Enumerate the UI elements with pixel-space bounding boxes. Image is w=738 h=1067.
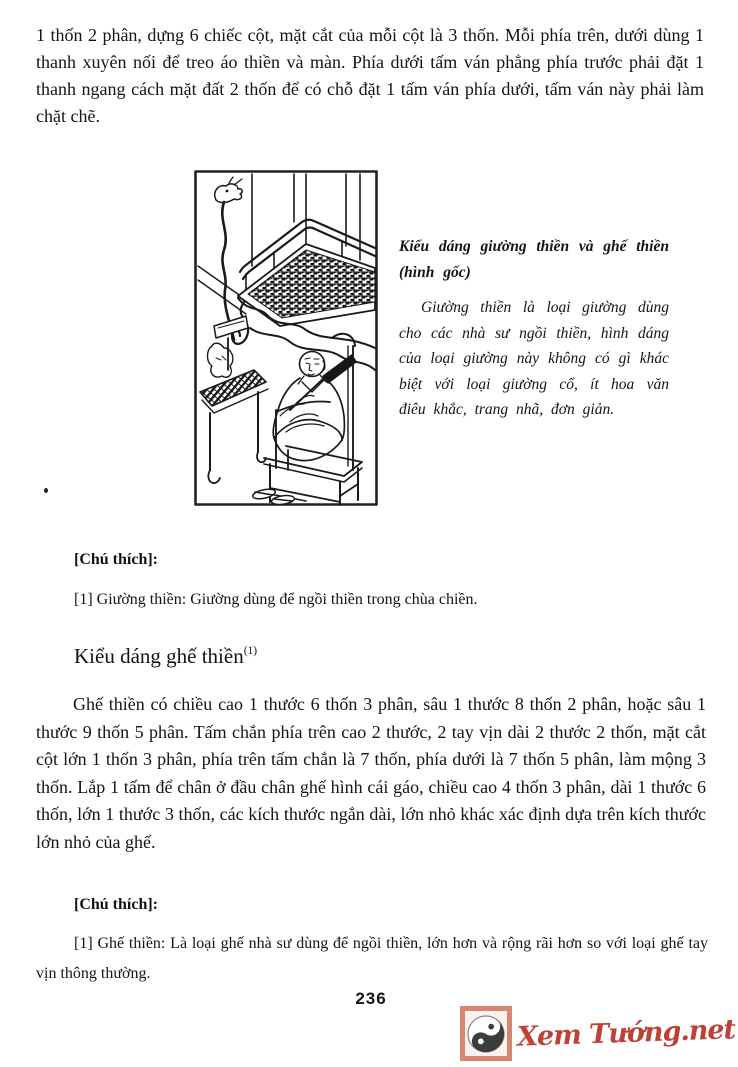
watermark-text: Xem Tướng.net (516, 1014, 736, 1053)
yin-yang-icon (460, 1006, 512, 1061)
page-number: 236 (355, 989, 387, 1008)
note2-item: [1] Ghế thiền: Là loại ghế nhà sư dùng để ngồi thiền, lớn hơn và rộng rãi hơn so với loại ghế tay vịn thông thường. (36, 935, 708, 982)
section-heading-footnote-marker: (1) (243, 645, 258, 657)
figure-caption-body: Giường thiền là loại giường dùng cho các nhà sư ngồi thiền, hình dáng của loại giường này không có gì khác biệt với loại giường cổ, ít hoa văn điêu khắc, trang nhã, đơn giản. (399, 299, 669, 418)
figure-caption (399, 234, 669, 423)
section-heading (74, 644, 257, 669)
note1-header: [Chú thích]: (74, 551, 159, 568)
scan-speck (44, 488, 48, 493)
note1-item: [1] Giường thiền: Giường dùng để ngồi thiền trong chùa chiền. (74, 591, 478, 608)
paragraph-top: 1 thốn 2 phân, dựng 6 chiếc cột, mặt cắt của mỗi cột là 3 thốn. Mỗi phía trên, dưới dùng 1 thanh xuyên nối để treo áo thiền và màn. Phía dưới tấm ván phẳng phía trước phải đặt 1 thanh ngang cách mặt đất 2 thốn để có chỗ đặt 1 tấm ván phía dưới, tấm ván này phải làm chặt chẽ. (36, 25, 704, 126)
watermark (460, 1006, 735, 1061)
note2-header: [Chú thích]: (74, 896, 159, 913)
section-heading-text: Kiểu dáng ghế thiền (74, 644, 244, 668)
meditation-room-drawing (194, 170, 378, 506)
figure-caption-title: Kiểu dáng giường thiền và ghế thiền (hình gốc) (399, 238, 669, 281)
paragraph-seat: Ghế thiền có chiều cao 1 thước 6 thốn 3 phân, sâu 1 thước 8 thốn 2 phân, hoặc sâu 1 thước 9 thốn 5 phân. Tấm chắn phía trên cao 2 thước, 2 tay vịn dài 2 thước 2 thốn, mặt cắt cột lớn 1 thốn 3 phân, phía trên tấm chắn là 7 thốn, phía dưới là 7 thốn 5 phân, làm mộng 3 thốn. Lắp 1 tấm để chân ở đầu chân ghế hình cái gáo, chiều cao 4 thốn 3 phân, dài 1 thước 6 thốn, lớn 1 thước 3 thốn, các kích thước ngắn dài, lớn nhỏ khác xác định dựa trên kích thước lớn nhỏ của ghế. (36, 694, 706, 852)
figure-illustration (194, 170, 378, 506)
yin-yang-symbol (466, 1014, 506, 1054)
